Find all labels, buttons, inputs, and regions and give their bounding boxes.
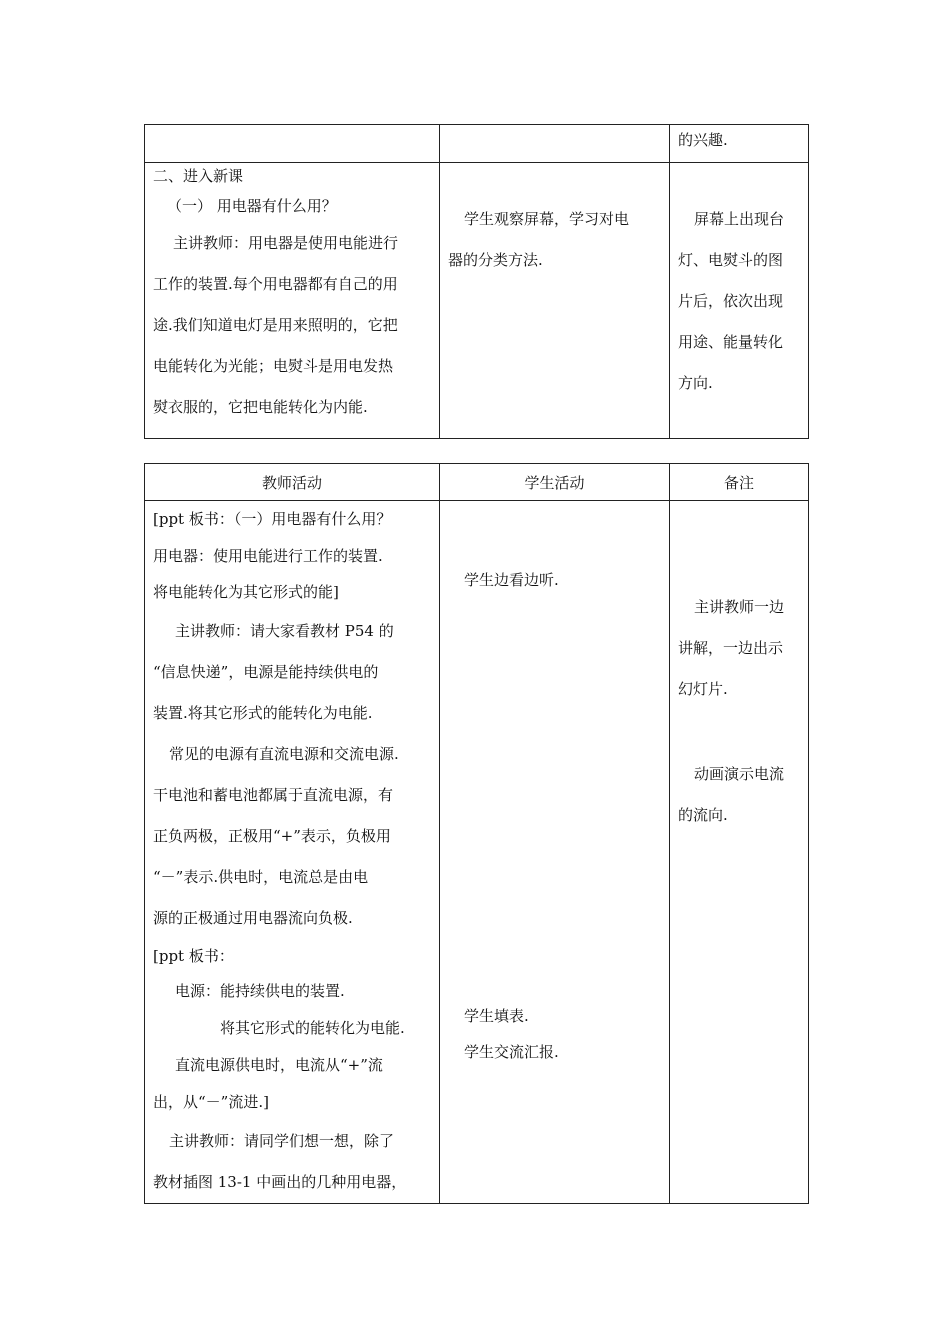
paragraph-line: 主讲教师：请同学们想一想，除了 — [169, 1131, 395, 1150]
paragraph-line: 片后，依次出现 — [678, 292, 784, 310]
paragraph-line: 主讲教师一边 — [694, 598, 785, 616]
cell — [670, 125, 809, 163]
paragraph-line: 学生边看边听. — [464, 571, 559, 589]
paragraph-line: 学生交流汇报. — [464, 1043, 559, 1061]
paragraph-line: 工作的装置.每个用电器都有自己的用 — [153, 275, 398, 293]
paragraph-line: 途.我们知道电灯是用来照明的，它把 — [153, 316, 398, 334]
paragraph-line: 常见的电源有直流电源和交流电源. — [169, 744, 399, 763]
column-header: 学生活动 — [440, 464, 670, 501]
paragraph-line: 用电器：使用电能进行工作的装置. — [153, 546, 383, 565]
paragraph-line: 教材插图 13-1 中画出的几种用电器， — [153, 1172, 407, 1191]
paragraph-line: 直流电源供电时，电流从“+”流 — [175, 1055, 383, 1074]
paragraph-line: 用途、能量转化 — [678, 333, 784, 351]
paragraph-line: 装置.将其它形式的能转化为电能. — [153, 703, 373, 722]
paragraph-line: [ppt 板书： — [153, 946, 234, 965]
table-top — [144, 124, 809, 439]
subsection-heading: （一） 用电器有什么用？ — [167, 197, 337, 215]
paragraph-line: 幻灯片. — [678, 680, 728, 698]
paragraph-line: 主讲教师：用电器是使用电能进行 — [173, 234, 399, 252]
paragraph-line: [ppt 板书：（一）用电器有什么用？ — [153, 510, 392, 528]
table-header-row — [145, 464, 809, 501]
paragraph-line: 源的正极通过用电器流向负极. — [153, 908, 353, 927]
cell — [670, 163, 809, 439]
paragraph-line: 正负两极，正极用“+”表示，负极用 — [153, 826, 391, 845]
paragraph-line: 干电池和蓄电池都属于直流电源，有 — [153, 785, 394, 804]
section-heading: 二、进入新课 — [153, 167, 244, 185]
paragraph-line: 熨衣服的，它把电能转化为内能. — [153, 398, 368, 416]
cell — [440, 501, 670, 1204]
paragraph-line: 讲解，一边出示 — [678, 639, 784, 657]
cell — [440, 163, 670, 439]
cell — [145, 501, 440, 1204]
paragraph-line: 电源：能持续供电的装置. — [175, 981, 345, 1000]
paragraph-line: 将其它形式的能转化为电能. — [220, 1018, 405, 1037]
paragraph-line: 灯、电熨斗的图 — [678, 251, 784, 269]
paragraph-line: “信息快递”，电源是能持续供电的 — [153, 662, 379, 681]
table-main — [144, 463, 809, 1204]
table-row — [145, 125, 809, 163]
paragraph-line: 出，从“－”流进.] — [153, 1092, 269, 1111]
paragraph-line: 主讲教师：请大家看教材 P54 的 — [175, 621, 394, 640]
cell — [670, 501, 809, 1204]
table-row — [145, 163, 809, 439]
table-row — [145, 501, 809, 1204]
paragraph-line: “－”表示.供电时，电流总是由电 — [153, 867, 369, 886]
paragraph-line: 学生观察屏幕，学习对电 — [464, 210, 630, 228]
paragraph-line: 的流向. — [678, 806, 728, 824]
column-header: 教师活动 — [145, 464, 440, 501]
paragraph-line: 将电能转化为其它形式的能] — [153, 583, 339, 602]
paragraph-line: 电能转化为光能；电熨斗是用电发热 — [153, 357, 394, 375]
cell — [440, 125, 670, 163]
paragraph-line: 方向. — [678, 374, 713, 392]
paragraph-line: 学生填表. — [464, 1007, 529, 1025]
paragraph-line: 动画演示电流 — [694, 765, 785, 783]
paragraph-line: 器的分类方法. — [448, 251, 543, 269]
paragraph-line: 屏幕上出现台 — [694, 210, 785, 228]
column-header: 备注 — [670, 464, 809, 501]
cell — [145, 163, 440, 439]
cell — [145, 125, 440, 163]
cell-text: 的兴趣. — [678, 131, 728, 149]
